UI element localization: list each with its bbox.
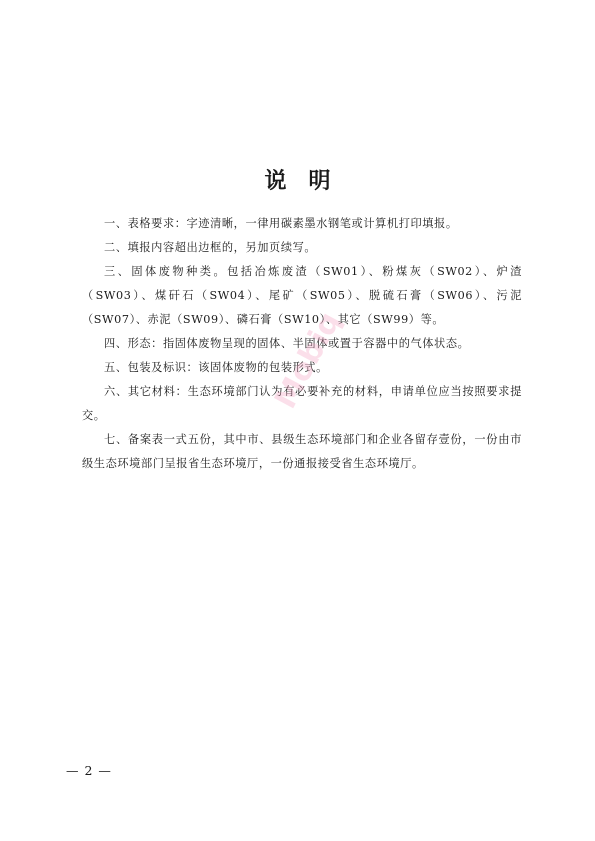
- paragraph-4: 四、形态：指固体废物呈现的固体、半固体或置于容器中的气体状态。: [104, 337, 470, 350]
- paragraph-6: 六、其它材料：生态环境部门认为有必要补充的材料，申请单位应当按照要求提交。: [82, 385, 522, 422]
- paragraph-5: 五、包装及标识：该固体废物的包装形式。: [104, 361, 328, 374]
- paragraph-2: 二、填报内容超出边框的，另加页续写。: [104, 241, 317, 254]
- paragraph-7: 七、备案表一式五份，其中市、县级生态环境部门和企业各留存壹份，一份由市级生态环境部门呈报省生态环境厅，一份通报接受省生态环境厅。: [82, 433, 522, 470]
- watermark: Mobiq: [268, 306, 348, 415]
- page-title: 说明: [264, 169, 353, 194]
- paragraph-3: 三、固体废物种类。包括冶炼废渣（SW01）、粉煤灰（SW02）、炉渣（SW03）、煤矸石（SW04）、尾矿（SW05）、脱硫石膏（SW06）、污泥（SW07）、赤泥（SW09）、磷石膏（SW10）、其它（SW99）等。: [82, 265, 522, 326]
- paragraph-1: 一、表格要求：字迹清晰，一律用碳素墨水钢笔或计算机打印填报。: [104, 217, 458, 230]
- page-number: — 2 —: [66, 763, 112, 778]
